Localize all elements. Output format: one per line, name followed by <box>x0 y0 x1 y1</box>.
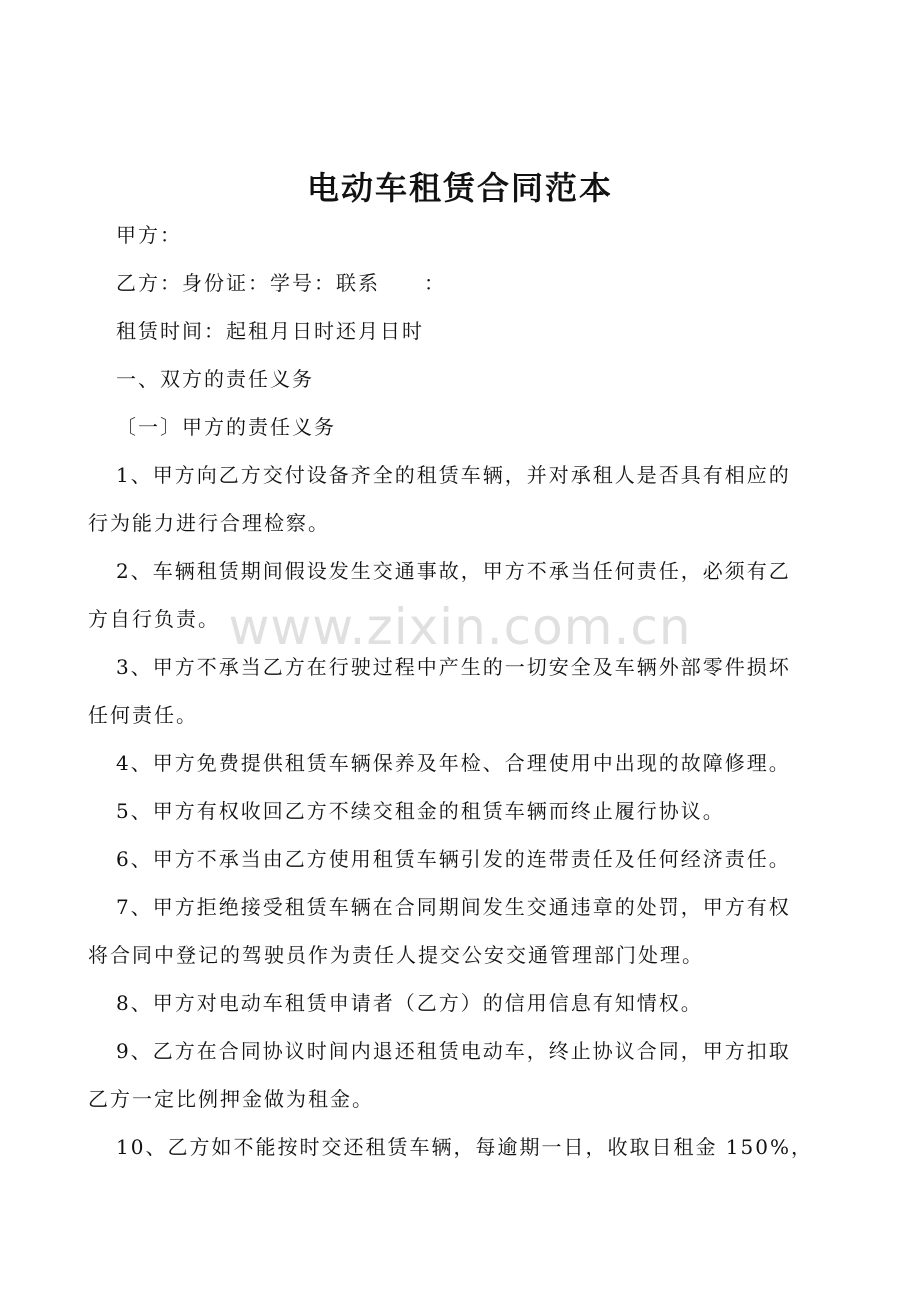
clause-line: 10、乙方如不能按时交还租赁车辆，每逾期一日，收取日租金 150%， <box>116 1135 813 1159</box>
clause-line: 1、甲方向乙方交付设备齐全的租赁车辆，并对承租人是否具有相应的 <box>116 463 791 487</box>
party-b-line: 乙方：身份证：学号：联系 ： <box>116 271 446 295</box>
subsection-heading: 〔一〕甲方的责任义务 <box>116 415 336 439</box>
document-body <box>88 211 824 1171</box>
clause-line: 4、甲方免费提供租赁车辆保养及年检、合理使用中出现的故障修理。 <box>116 751 791 775</box>
clause-line: 任何责任。 <box>88 703 198 727</box>
party-a-line: 甲方： <box>116 223 182 247</box>
clause-line: 行为能力进行合理检察。 <box>88 511 330 535</box>
section-heading: 一、双方的责任义务 <box>116 367 314 391</box>
clause-line: 7、甲方拒绝接受租赁车辆在合同期间发生交通违章的处罚，甲方有权 <box>116 895 791 919</box>
clause-line: 5、甲方有权收回乙方不续交租金的租赁车辆而终止履行协议。 <box>116 799 725 823</box>
clause-line: 将合同中登记的驾驶员作为责任人提交公安交通管理部门处理。 <box>88 943 704 967</box>
document-title: 电动车租赁合同范本 <box>306 169 613 207</box>
clause-line: 2、车辆租赁期间假设发生交通事故，甲方不承当任何责任，必须有乙 <box>116 559 791 583</box>
clause-line: 6、甲方不承当由乙方使用租赁车辆引发的连带责任及任何经济责任。 <box>116 847 791 871</box>
clause-line: 乙方一定比例押金做为租金。 <box>88 1087 374 1111</box>
clause-line: 9、乙方在合同协议时间内退还租赁电动车，终止协议合同，甲方扣取 <box>116 1039 791 1063</box>
watermark: www.zixin.com.cn <box>228 598 692 656</box>
lease-time-line: 租赁时间：起租月日时还月日时 <box>116 319 424 343</box>
clause-line: 方自行负责。 <box>88 607 220 631</box>
clause-line: 3、甲方不承当乙方在行驶过程中产生的一切安全及车辆外部零件损坏 <box>116 655 791 679</box>
clause-line: 8、甲方对电动车租赁申请者（乙方）的信用信息有知情权。 <box>116 991 703 1015</box>
